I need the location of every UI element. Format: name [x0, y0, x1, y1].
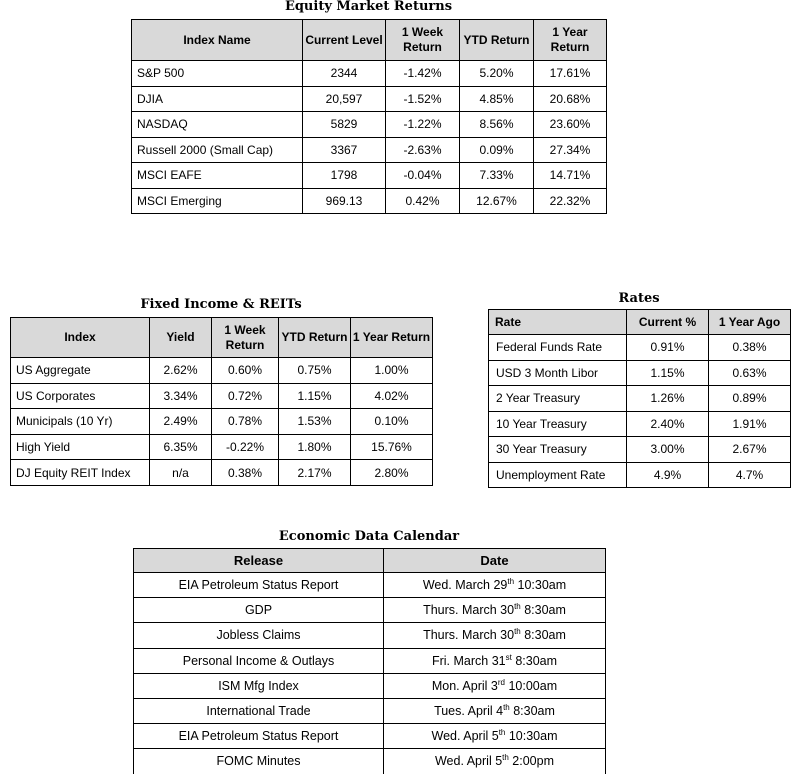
table-cell: 3367 — [303, 137, 386, 163]
table-row — [489, 411, 791, 437]
release-cell: EIA Petroleum Status Report — [134, 724, 384, 749]
table-cell: 4.7% — [709, 462, 791, 488]
table-cell: 23.60% — [534, 112, 607, 138]
fixed-income-table — [10, 317, 433, 486]
date-text: Mon. April 3 — [431, 678, 498, 693]
release-cell: GDP — [134, 598, 384, 623]
date-text: Wed. April 5 — [434, 754, 503, 769]
table-cell: 8.56% — [460, 112, 534, 138]
table-cell: 0.10% — [351, 409, 433, 435]
table-cell: -1.22% — [386, 112, 460, 138]
table-cell: 0.78% — [212, 409, 279, 435]
table-row — [489, 386, 791, 412]
table-cell: n/a — [150, 460, 212, 486]
equity-header-row — [132, 20, 607, 61]
date-text: Thurs. March 30 — [423, 628, 515, 643]
table-row — [11, 358, 433, 384]
table-row — [489, 360, 791, 386]
fixed-income-header: Yield — [150, 318, 212, 358]
table-cell: -0.22% — [212, 434, 279, 460]
table-cell: US Aggregate — [11, 358, 150, 384]
table-row — [134, 749, 606, 774]
table-cell: Federal Funds Rate — [489, 335, 627, 361]
fixed-income-title: Fixed Income & REITs — [140, 297, 302, 312]
table-cell: 2 Year Treasury — [489, 386, 627, 412]
table-row — [132, 163, 607, 189]
table-cell: 1.80% — [279, 434, 351, 460]
date-suffix: st — [505, 652, 512, 662]
table-cell: 12.67% — [460, 188, 534, 214]
date-cell — [384, 648, 606, 673]
table-row — [11, 460, 433, 486]
table-cell: S&P 500 — [132, 61, 303, 87]
date-cell — [384, 573, 606, 598]
date-cell — [384, 673, 606, 698]
table-row — [134, 673, 606, 698]
table-cell: 10 Year Treasury — [489, 411, 627, 437]
table-cell: 0.89% — [709, 386, 791, 412]
table-cell: 2.80% — [351, 460, 433, 486]
table-cell: 5829 — [303, 112, 386, 138]
equity-header: 1 Year Return — [534, 20, 607, 61]
table-cell: 2.67% — [709, 437, 791, 463]
table-cell: Unemployment Rate — [489, 462, 627, 488]
date-suffix: rd — [497, 677, 505, 687]
table-cell: 1.53% — [279, 409, 351, 435]
rates-header-row — [489, 310, 791, 335]
table-cell: 3.00% — [627, 437, 709, 463]
table-cell: High Yield — [11, 434, 150, 460]
equity-header: Index Name — [132, 20, 303, 61]
table-row — [134, 648, 606, 673]
table-row — [132, 112, 607, 138]
time-text: 10:30am — [505, 729, 558, 744]
date-suffix: th — [498, 728, 506, 738]
release-cell: FOMC Minutes — [134, 749, 384, 774]
equity-header: YTD Return — [460, 20, 534, 61]
table-cell: 2.17% — [279, 460, 351, 486]
table-cell: 0.60% — [212, 358, 279, 384]
date-text: Wed. March 29 — [422, 578, 508, 593]
time-text: 10:30am — [514, 578, 567, 593]
table-row — [134, 573, 606, 598]
table-row — [489, 335, 791, 361]
date-cell — [384, 698, 606, 723]
rates-table — [488, 309, 791, 488]
table-cell: 2.49% — [150, 409, 212, 435]
table-cell: MSCI Emerging — [132, 188, 303, 214]
table-cell: 5.20% — [460, 61, 534, 87]
table-cell: 15.76% — [351, 434, 433, 460]
table-row — [132, 188, 607, 214]
table-row — [132, 61, 607, 87]
table-cell: 2344 — [303, 61, 386, 87]
calendar-title: Economic Data Calendar — [278, 529, 460, 544]
fixed-income-header: 1 Week Return — [212, 318, 279, 358]
table-cell: 27.34% — [534, 137, 607, 163]
table-cell: -2.63% — [386, 137, 460, 163]
time-text: 10:00am — [505, 678, 558, 693]
calendar-header-row — [134, 549, 606, 573]
table-row — [134, 724, 606, 749]
date-suffix: th — [503, 702, 510, 712]
table-row — [132, 86, 607, 112]
table-row — [489, 462, 791, 488]
table-cell: USD 3 Month Libor — [489, 360, 627, 386]
date-suffix: th — [514, 627, 521, 637]
table-cell: 0.91% — [627, 335, 709, 361]
table-cell: 4.02% — [351, 383, 433, 409]
table-row — [11, 409, 433, 435]
table-cell: DJIA — [132, 86, 303, 112]
table-cell: MSCI EAFE — [132, 163, 303, 189]
table-cell: 7.33% — [460, 163, 534, 189]
time-text: 2:00pm — [508, 754, 554, 769]
table-cell: Municipals (10 Yr) — [11, 409, 150, 435]
table-cell: 1.91% — [709, 411, 791, 437]
calendar-header: Date — [384, 549, 606, 573]
table-row — [134, 598, 606, 623]
time-text: 8:30am — [520, 603, 566, 618]
equity-header: 1 Week Return — [386, 20, 460, 61]
table-cell: 0.38% — [709, 335, 791, 361]
table-cell: US Corporates — [11, 383, 150, 409]
date-suffix: th — [514, 602, 521, 612]
table-cell: 0.63% — [709, 360, 791, 386]
date-cell — [384, 749, 606, 774]
date-text: Tues. April 4 — [434, 704, 504, 719]
table-cell: 4.85% — [460, 86, 534, 112]
table-cell: Russell 2000 (Small Cap) — [132, 137, 303, 163]
release-cell: ISM Mfg Index — [134, 673, 384, 698]
date-text: Wed. April 5 — [431, 729, 499, 744]
release-cell: International Trade — [134, 698, 384, 723]
date-text: Fri. March 31 — [431, 653, 506, 668]
table-row — [489, 437, 791, 463]
date-suffix: th — [502, 753, 509, 763]
table-cell: 1.15% — [279, 383, 351, 409]
date-cell — [384, 724, 606, 749]
equity-table — [131, 19, 607, 214]
calendar-header: Release — [134, 549, 384, 573]
date-text: Thurs. March 30 — [423, 603, 515, 618]
fixed-income-header: Index — [11, 318, 150, 358]
date-cell — [384, 623, 606, 648]
table-cell: 2.62% — [150, 358, 212, 384]
table-cell: NASDAQ — [132, 112, 303, 138]
table-cell: 969.13 — [303, 188, 386, 214]
time-text: 8:30am — [511, 653, 558, 668]
table-cell: 3.34% — [150, 383, 212, 409]
table-cell: 20.68% — [534, 86, 607, 112]
table-cell: 6.35% — [150, 434, 212, 460]
equity-title: Equity Market Returns — [284, 0, 453, 14]
table-cell: 1.15% — [627, 360, 709, 386]
table-row — [11, 434, 433, 460]
fixed-income-header: 1 Year Return — [351, 318, 433, 358]
release-cell: Jobless Claims — [134, 623, 384, 648]
table-cell: 0.75% — [279, 358, 351, 384]
time-text: 8:30am — [520, 628, 566, 643]
table-cell: 17.61% — [534, 61, 607, 87]
date-suffix: th — [507, 576, 515, 586]
table-cell: 0.38% — [212, 460, 279, 486]
table-cell: -0.04% — [386, 163, 460, 189]
release-cell: Personal Income & Outlays — [134, 648, 384, 673]
table-cell: 22.32% — [534, 188, 607, 214]
time-text: 8:30am — [509, 704, 555, 719]
rates-header: Current % — [627, 310, 709, 335]
table-row — [132, 137, 607, 163]
rates-title: Rates — [618, 291, 660, 306]
table-cell: DJ Equity REIT Index — [11, 460, 150, 486]
table-cell: 0.42% — [386, 188, 460, 214]
table-cell: 14.71% — [534, 163, 607, 189]
release-cell: EIA Petroleum Status Report — [134, 573, 384, 598]
date-cell — [384, 598, 606, 623]
calendar-table — [133, 548, 606, 774]
table-cell: 30 Year Treasury — [489, 437, 627, 463]
table-cell: -1.52% — [386, 86, 460, 112]
rates-header: Rate — [489, 310, 627, 335]
fixed-income-header: YTD Return — [279, 318, 351, 358]
table-cell: 20,597 — [303, 86, 386, 112]
rates-header: 1 Year Ago — [709, 310, 791, 335]
table-cell: 0.09% — [460, 137, 534, 163]
table-cell: 0.72% — [212, 383, 279, 409]
table-cell: -1.42% — [386, 61, 460, 87]
table-cell: 1.26% — [627, 386, 709, 412]
fixed-income-header-row — [11, 318, 433, 358]
equity-header: Current Level — [303, 20, 386, 61]
table-row — [11, 383, 433, 409]
table-row — [134, 623, 606, 648]
table-cell: 4.9% — [627, 462, 709, 488]
table-cell: 1798 — [303, 163, 386, 189]
table-cell: 1.00% — [351, 358, 433, 384]
table-cell: 2.40% — [627, 411, 709, 437]
table-row — [134, 698, 606, 723]
